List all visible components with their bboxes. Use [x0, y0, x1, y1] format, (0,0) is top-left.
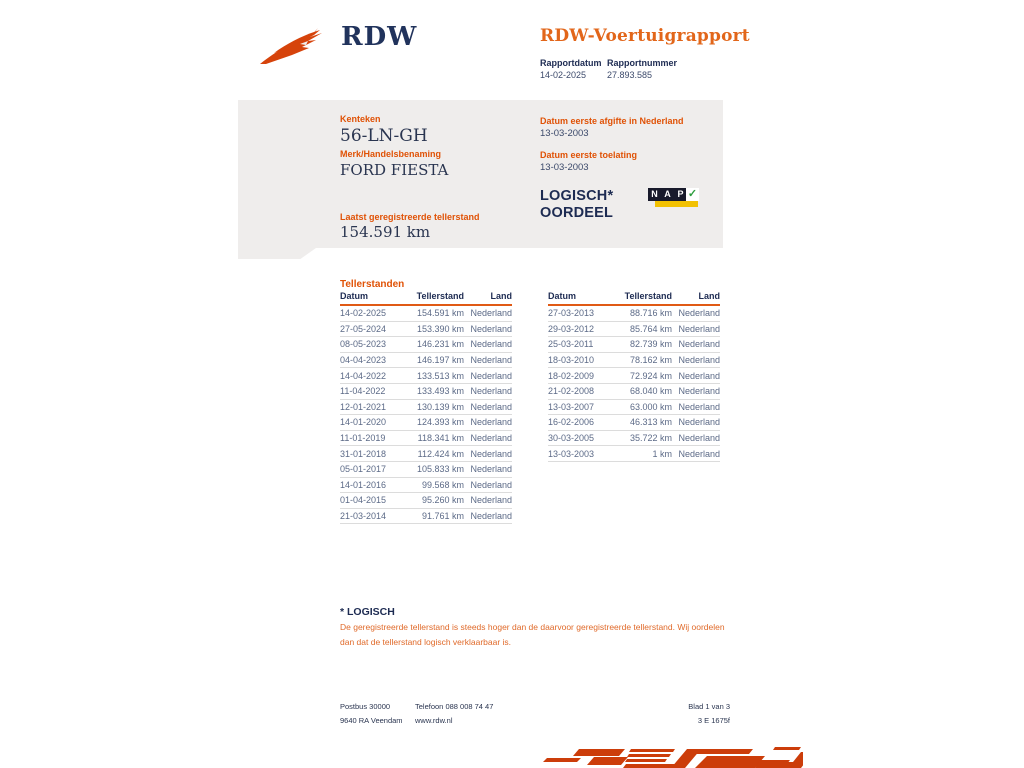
- cell-land: Nederland: [470, 511, 512, 522]
- cell-tellerstand: 68.040 km: [629, 386, 672, 397]
- report-title: RDW-Voertuigrapport: [540, 26, 750, 46]
- table-row: [548, 400, 720, 416]
- cell-tellerstand: 63.000 km: [629, 401, 672, 412]
- cell-datum: 05-01-2017: [340, 464, 387, 475]
- col-header-datum: Datum: [340, 291, 369, 301]
- table-row: [548, 431, 720, 447]
- laatste-tellerstand-value: 154.591 km: [340, 223, 431, 241]
- cell-datum: 21-02-2008: [548, 386, 595, 397]
- tellerstanden-table-left: [340, 291, 512, 524]
- vehicle-summary-panel-tab: [238, 248, 316, 259]
- table-row: [548, 337, 720, 353]
- rdw-logo-icon: [256, 22, 336, 70]
- cell-datum: 31-01-2018: [340, 448, 387, 459]
- cell-tellerstand: 133.513 km: [416, 370, 464, 381]
- table-row: [340, 337, 512, 353]
- cell-tellerstand: 72.924 km: [629, 370, 672, 381]
- cell-tellerstand: 78.162 km: [629, 355, 672, 366]
- cell-land: Nederland: [470, 339, 512, 350]
- report-number-label: Rapportnummer: [607, 58, 678, 68]
- footer-address-line2: 9640 RA Veendam: [340, 716, 403, 725]
- table-row: [548, 446, 720, 462]
- table-row: [340, 446, 512, 462]
- cell-land: Nederland: [470, 479, 512, 490]
- cell-tellerstand: 124.393 km: [416, 417, 464, 428]
- cell-tellerstand: 130.139 km: [416, 401, 464, 412]
- table-row: [340, 478, 512, 494]
- nap-letter-p: P: [674, 188, 687, 201]
- cell-datum: 14-01-2016: [340, 479, 387, 490]
- cell-land: Nederland: [470, 370, 512, 381]
- cell-datum: 13-03-2007: [548, 401, 595, 412]
- cell-tellerstand: 82.739 km: [629, 339, 672, 350]
- table-row: [548, 384, 720, 400]
- table-row: [340, 415, 512, 431]
- note-body: De geregistreerde tellerstand is steeds hoger dan de daarvoor geregistreerde tellerstand. Wij oordelen dan dat de tellerstand logisch verklaarbaar is.: [340, 622, 725, 647]
- nap-letter-a: A: [661, 188, 674, 201]
- oordeel-line2: OORDEEL: [540, 205, 614, 221]
- cell-datum: 27-03-2013: [548, 308, 595, 319]
- cell-land: Nederland: [678, 401, 720, 412]
- col-header-land: Land: [698, 291, 720, 301]
- cell-datum: 14-01-2020: [340, 417, 387, 428]
- col-header-datum: Datum: [548, 291, 577, 301]
- table-row: [340, 431, 512, 447]
- cell-datum: 13-03-2003: [548, 448, 595, 459]
- oordeel-text: [540, 188, 613, 222]
- col-header-tellerstand: Tellerstand: [416, 291, 464, 301]
- cell-tellerstand: 99.568 km: [421, 479, 464, 490]
- cell-land: Nederland: [678, 308, 720, 319]
- cell-datum: 16-02-2006: [548, 417, 595, 428]
- footer-phone: Telefoon 088 008 74 47: [415, 702, 494, 711]
- cell-datum: 21-03-2014: [340, 511, 387, 522]
- cell-land: Nederland: [470, 355, 512, 366]
- cell-land: Nederland: [678, 370, 720, 381]
- cell-tellerstand: 85.764 km: [629, 323, 672, 334]
- table-row: [340, 353, 512, 369]
- cell-tellerstand: 146.231 km: [416, 339, 464, 350]
- report-number-value: 27.893.585: [607, 70, 653, 80]
- cell-datum: 27-05-2024: [340, 323, 387, 334]
- table-row: [548, 306, 720, 322]
- cell-tellerstand: 133.493 km: [416, 386, 464, 397]
- cell-tellerstand: 88.716 km: [629, 308, 672, 319]
- note-title: * LOGISCH: [340, 606, 395, 618]
- nap-checkmark-icon: ✓: [687, 188, 698, 200]
- cell-tellerstand: 46.313 km: [629, 417, 672, 428]
- cell-land: Nederland: [470, 308, 512, 319]
- cell-land: Nederland: [678, 355, 720, 366]
- kenteken-label: Kenteken: [340, 114, 381, 124]
- merk-label: Merk/Handelsbenaming: [340, 149, 442, 159]
- cell-land: Nederland: [678, 323, 720, 334]
- cell-datum: 12-01-2021: [340, 401, 387, 412]
- cell-tellerstand: 112.424 km: [417, 448, 464, 459]
- cell-tellerstand: 154.591 km: [416, 308, 464, 319]
- cell-land: Nederland: [470, 401, 512, 412]
- cell-datum: 25-03-2011: [548, 339, 594, 350]
- cell-tellerstand: 35.722 km: [629, 433, 672, 444]
- cell-datum: 18-02-2009: [548, 370, 595, 381]
- footer-address-line1: Postbus 30000: [340, 702, 391, 711]
- cell-datum: 11-04-2022: [340, 386, 386, 397]
- cell-datum: 04-04-2023: [340, 355, 387, 366]
- cell-datum: 01-04-2015: [340, 495, 387, 506]
- col-header-tellerstand: Tellerstand: [624, 291, 672, 301]
- eerste-toelating-value: 13-03-2003: [540, 162, 589, 173]
- cell-tellerstand: 118.341 km: [417, 433, 464, 444]
- table-row: [340, 384, 512, 400]
- tellerstanden-table-right: [548, 291, 720, 462]
- footer-page-number: Blad 1 van 3: [688, 702, 730, 711]
- col-header-land: Land: [490, 291, 512, 301]
- cell-datum: 14-04-2022: [340, 370, 387, 381]
- cell-datum: 18-03-2010: [548, 355, 595, 366]
- merk-value: FORD FIESTA: [340, 161, 449, 179]
- table-row: [340, 400, 512, 416]
- laatste-tellerstand-label: Laatst geregistreerde tellerstand: [340, 212, 480, 222]
- report-date-value: 14-02-2025: [540, 70, 587, 80]
- oordeel-line1: LOGISCH*: [540, 188, 614, 204]
- cell-tellerstand: 105.833 km: [416, 464, 464, 475]
- rdw-wordmark: RDW: [341, 22, 418, 52]
- cell-datum: 14-02-2025: [340, 308, 387, 319]
- cell-land: Nederland: [678, 417, 720, 428]
- decorative-stripes-graphic: [543, 742, 803, 768]
- report-date-label: Rapportdatum: [540, 58, 602, 68]
- cell-tellerstand: 95.260 km: [421, 495, 464, 506]
- eerste-afgifte-value: 13-03-2003: [540, 128, 589, 139]
- tellerstanden-section-title: Tellerstanden: [340, 279, 405, 290]
- cell-datum: 29-03-2012: [548, 323, 595, 334]
- nap-logo: [648, 186, 700, 212]
- cell-tellerstand: 1 km: [652, 448, 672, 459]
- cell-land: Nederland: [678, 339, 720, 350]
- cell-land: Nederland: [678, 448, 720, 459]
- table-header-row: [548, 291, 720, 306]
- cell-datum: 08-05-2023: [340, 339, 387, 350]
- nap-letter-n: N: [648, 188, 661, 201]
- table-header-row: [340, 291, 512, 306]
- cell-land: Nederland: [470, 448, 512, 459]
- kenteken-value: 56-LN-GH: [340, 126, 428, 146]
- footer-form-code: 3 E 1675f: [697, 716, 730, 725]
- table-row: [548, 368, 720, 384]
- cell-land: Nederland: [470, 417, 512, 428]
- cell-land: Nederland: [678, 386, 720, 397]
- table-row: [340, 322, 512, 338]
- eerste-toelating-label: Datum eerste toelating: [540, 150, 638, 160]
- cell-datum: 30-03-2005: [548, 433, 595, 444]
- table-row: [340, 509, 512, 525]
- cell-land: Nederland: [470, 495, 512, 506]
- table-row: [340, 462, 512, 478]
- table-row: [340, 306, 512, 322]
- cell-land: Nederland: [470, 323, 512, 334]
- table-row: [548, 415, 720, 431]
- table-row: [340, 493, 512, 509]
- cell-datum: 11-01-2019: [340, 433, 386, 444]
- footer-website: www.rdw.nl: [415, 716, 453, 725]
- table-row: [548, 322, 720, 338]
- table-row: [548, 353, 720, 369]
- cell-land: Nederland: [470, 464, 512, 475]
- cell-tellerstand: 91.761 km: [421, 511, 464, 522]
- cell-tellerstand: 153.390 km: [416, 323, 464, 334]
- cell-land: Nederland: [678, 433, 720, 444]
- cell-land: Nederland: [470, 386, 512, 397]
- table-row: [340, 368, 512, 384]
- eerste-afgifte-label: Datum eerste afgifte in Nederland: [540, 116, 684, 126]
- cell-land: Nederland: [470, 433, 512, 444]
- cell-tellerstand: 146.197 km: [416, 355, 464, 366]
